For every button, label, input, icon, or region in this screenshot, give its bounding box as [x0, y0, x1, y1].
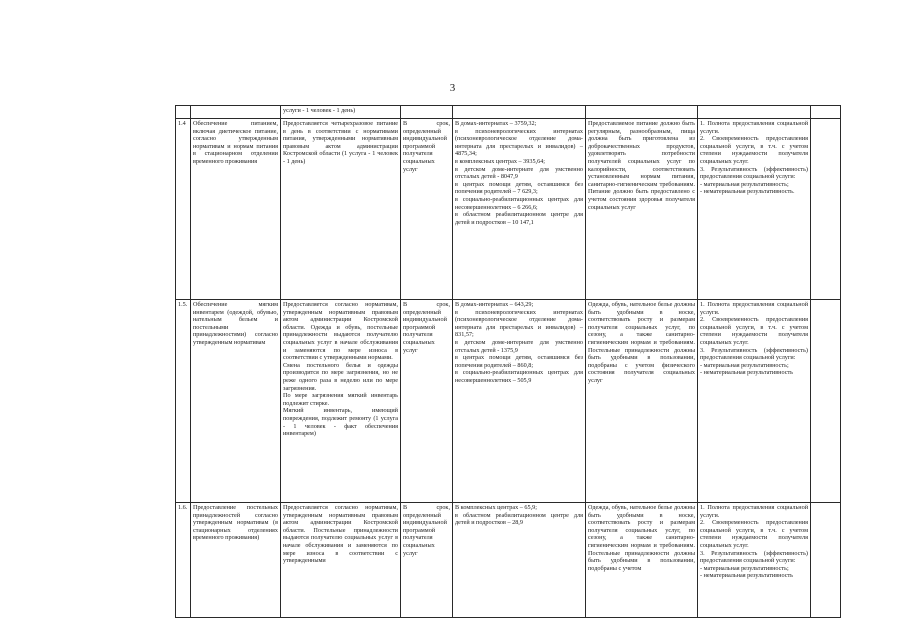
quality-cell: Одежда, обувь, нательное белье должны быть удобными в носке, соответствовать росту и размерам получателя социальных услуг, по сезону, а также санитарно-гигиеническим нормам и требованиям. Постельные принадлежности должны быть удобными в пользовании, подобраны с учетом физического состояния получателя социальных услуг [586, 300, 698, 503]
indicators-cell [698, 119, 811, 300]
row-number: 1.4 [176, 119, 191, 300]
indicator-line: 3. Результативность (эффективность) предоставления социальной услуги: [700, 165, 808, 181]
table-row [176, 300, 841, 503]
indicator-line: - нематериальная результативность [700, 572, 793, 580]
quality-cell: Предоставляемое питание должно быть регулярным, разнообразным, пища должна быть приготовлена из доброкачественных продуктов, удовлетворять потребности получателей социальных услуг по калорийности, соответствовать установленным нормам питания, санитарно-гигиеническим требованиям. Питание должно быть предоставлено с учетом состояния здоровья получателя социальных услуг [586, 119, 698, 300]
table-row [176, 106, 841, 119]
service-description: Предоставляется согласно нормативам, утвержденным нормативным правовым актом администрации Костромской области. Постельные принадлежности выдаются получателю социальных услуг в начале обслуживания и заменяются по мере износа в соответствии с утвержденными [281, 503, 401, 618]
tariff-line: в социально-реабилитационных центрах для несовершеннолетних – 505,9 [455, 369, 583, 384]
description-line: Мягкий инвентарь, имеющий повреждения, подлежит ремонту (1 услуга - 1 человек - факт обеспечения инвентарем) [283, 407, 398, 438]
service-term: В срок, определенный индивидуальной программой получателя социальных услуг [401, 503, 453, 618]
indicator-line: - нематериальная результативность. [700, 188, 795, 196]
tariff-line: в комплексных центрах – 3935,64; [455, 157, 546, 165]
quality-cell: Одежда, обувь, нательное белье должны быть удобными в носке, соответствовать росту и размерам получателя социальных услуг, по сезону, а также санитарно-гигиеническим нормам и требованиям. Постельные принадлежности должны быть удобными в пользовании, подобраны с учетом [586, 503, 698, 618]
description-line: По мере загрязнения мягкий инвентарь подлежит стирке. [283, 392, 398, 407]
tariff-cell [453, 503, 586, 618]
service-name: Обеспечение питанием, включая диетическое питание, согласно утвержденным нормативам и нормам питания в стационарном отделении временного проживания [191, 119, 281, 300]
tariff-line: в психоневрологических интернатах (психоневрологическое отделение дома-интерната для престарелых и инвалидов) – 4875,34; [455, 127, 583, 158]
tariff-line: В комплексных центрах – 65,9; [455, 504, 537, 511]
indicator-line: 1. Полнота предоставления социальной услуги. [700, 504, 808, 519]
tariff-cell [453, 300, 586, 503]
indicator-line: 2. Своевременность предоставления социальной услуги, в т.ч. с учетом степени нуждаемости получателя социальных услуг. [700, 519, 808, 549]
description-line: Смена постельного белья и одежды производится по мере загрязнения, но не реже одного раза в неделю или по мере загрязнения. [283, 361, 398, 392]
service-description: Предоставляется четырехразовое питание в день в соответствии с нормативами питания, утвержденными нормативным правовым актом администрации Костромской области (1 услуга - 1 человек - 1 день) [281, 119, 401, 300]
tariff-line: в социально-реабилитационных центрах для несовершеннолетних – 6 266,6; [455, 195, 583, 211]
indicator-line: 2. Своевременность предоставления социальной услуги, в т.ч. с учетом степени нуждаемости получателя социальных услуг. [700, 316, 808, 346]
tariff-line: в областном реабилитационном центре для детей и подростков – 10 147,1 [455, 211, 583, 226]
indicator-line: 3. Результативность (эффективность) предоставления социальной услуги: [700, 346, 808, 362]
indicators-cell [698, 503, 811, 618]
indicator-line: - материальная результативность; [700, 361, 789, 369]
table-row [176, 119, 841, 300]
tariff-line: в детском доме-интернате для умственно отсталых детей - 8047,9 [455, 165, 583, 181]
description-cell: услуги - 1 человек - 1 день) [281, 106, 401, 119]
service-term: В срок, определенный индивидуальной программой получателя социальных услуг [401, 119, 453, 300]
indicator-line: - нематериальная результативность [700, 369, 793, 377]
indicator-line: - материальная результативность; [700, 564, 789, 572]
tariff-line: В домах-интернатах – 643,29; [455, 301, 534, 308]
services-table [175, 105, 841, 618]
service-description [281, 300, 401, 503]
tariff-line: в центрах помощи детям, оставшимся без попечения родителей – 860,8; [455, 354, 583, 369]
indicator-line: - материальная результативность; [700, 180, 789, 188]
tariff-line: В домах-интернатах – 3759,32; [455, 120, 537, 127]
empty-cell [811, 300, 841, 503]
tariff-line: в психоневрологических интернатах (психоневрологическое отделение дома-интерната для престарелых и инвалидов) – 831,57; [455, 308, 583, 339]
indicator-line: 2. Своевременность предоставления социальной услуги, в т.ч. с учетом степени нуждаемости получателя социальных услуг. [700, 135, 808, 165]
tariff-line: в центрах помощи детям, оставшимся без попечения родителей – 7 629,3; [455, 180, 583, 196]
table-row [176, 503, 841, 618]
tariff-cell [453, 119, 586, 300]
row-number: 1.5. [176, 300, 191, 503]
service-name: Предоставление постельных принадлежностей согласно утвержденным нормативам (в стационарных отделениях временного проживания) [191, 503, 281, 618]
empty-cell [811, 119, 841, 300]
indicator-line: 1. Полнота предоставления социальной услуги. [700, 120, 808, 135]
tariff-line: в детском доме-интернате для умственно отсталых детей - 1375,9 [455, 338, 583, 354]
tariff-line: в областном реабилитационном центре для детей и подростков – 28,9 [455, 511, 583, 527]
service-name: Обеспечение мягким инвентарем (одеждой, обувью, нательным бельем и постельными принадлежностями) согласно утвержденным нормативам [191, 300, 281, 503]
page-number: 3 [449, 82, 456, 94]
empty-cell [811, 503, 841, 618]
description-line: Предоставляется согласно нормативам, утвержденным нормативным правовым актом администрации Костромской области. Одежда и обувь, постельные принадлежности выдаются получателю социальных услуг в начале обслуживания и заменяются по мере износа в соответствии с утвержденными нормами. [283, 301, 398, 362]
row-number: 1.6. [176, 503, 191, 618]
indicator-line: 1. Полнота предоставления социальной услуги. [700, 301, 808, 316]
indicator-line: 3. Результативность (эффективность) предоставления социальной услуги: [700, 549, 808, 565]
indicators-cell [698, 300, 811, 503]
service-term: В срок, определенный индивидуальной программой получателя социальных услуг [401, 300, 453, 503]
